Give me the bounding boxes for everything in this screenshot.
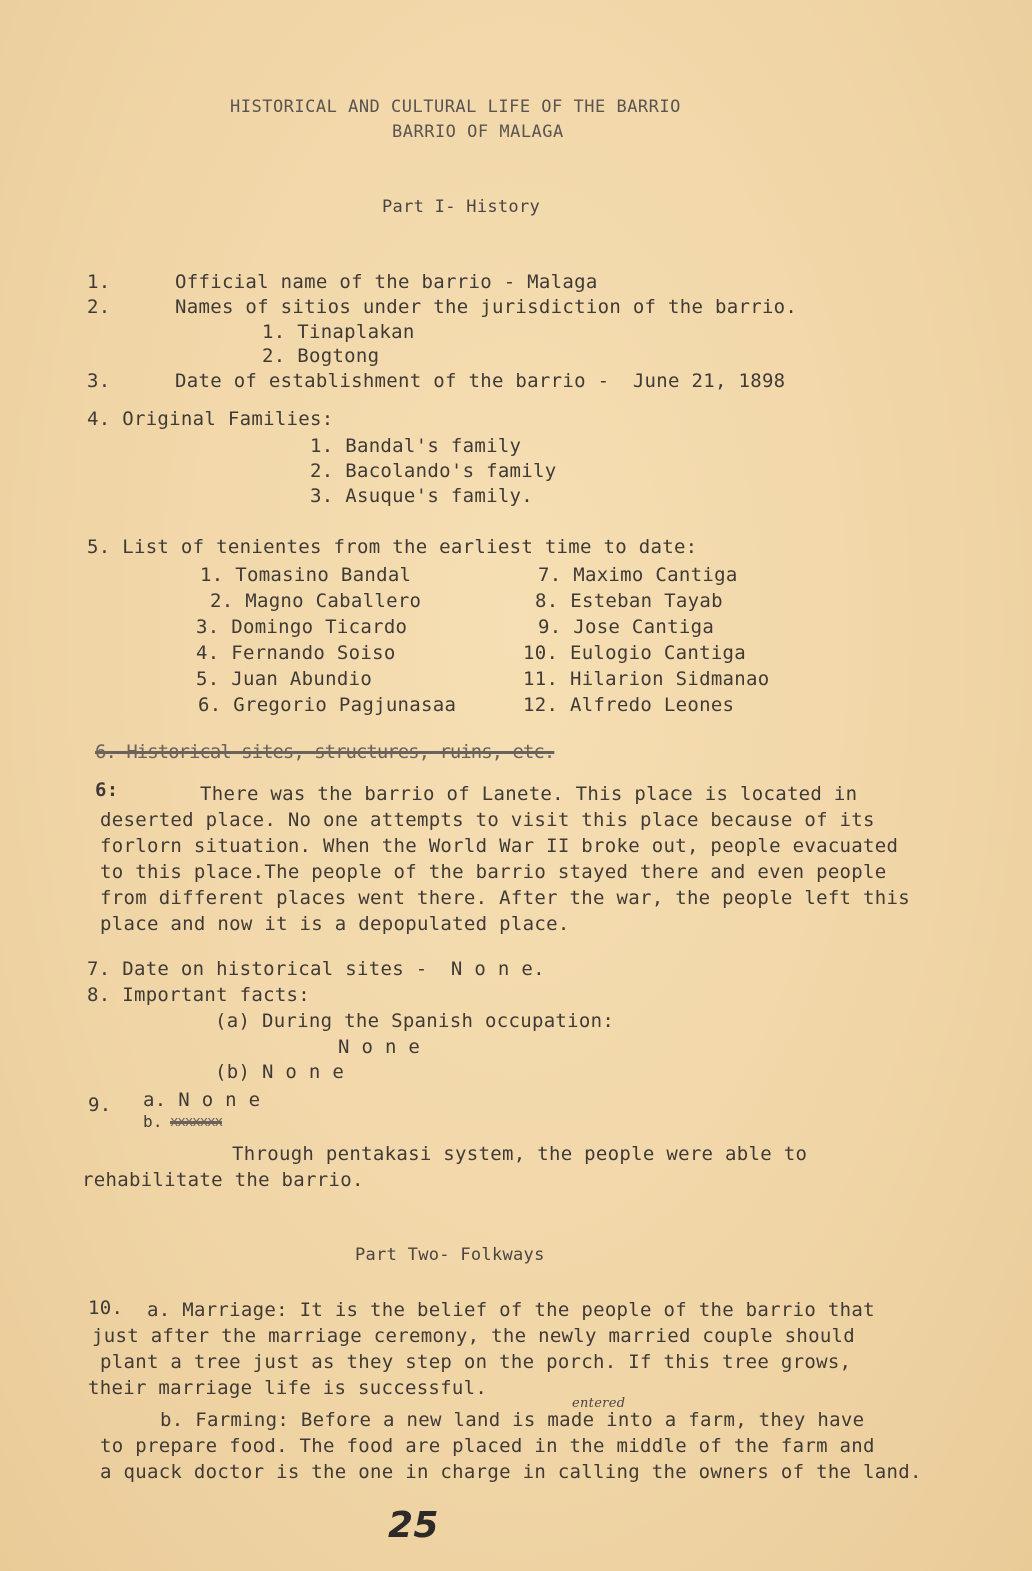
struck-heading: 6. Historical sites, structures, ruins, etc. <box>95 741 555 763</box>
paragraph-line: Through pentakasi system, the people were able to <box>232 1143 808 1165</box>
item6-number: 6: <box>95 779 119 801</box>
handwritten-correction: entered <box>572 1396 626 1411</box>
item7-text: 7. Date on historical sites - N o n e. <box>87 958 545 980</box>
item2-number: 2. <box>87 296 111 318</box>
teniente-item: 11. Hilarion Sidmanao <box>523 668 770 690</box>
item8-a-value: N o n e <box>338 1036 421 1058</box>
item1-text: Official name of the barrio - Malaga <box>175 271 598 293</box>
item8-a: (a) During the Spanish occupation: <box>215 1010 615 1032</box>
paragraph-line: plant a tree just as they step on the porch. If this tree grows, <box>100 1351 852 1373</box>
document-subtitle: BARRIO OF MALAGA <box>392 122 564 142</box>
paragraph-line: a. Marriage: It is the belief of the people of the barrio that <box>147 1299 875 1321</box>
item9-number: 9. <box>88 1094 112 1116</box>
item8-b: (b) N o n e <box>215 1061 345 1083</box>
teniente-item: 8. Esteban Tayab <box>535 590 723 612</box>
teniente-item: 6. Gregorio Pagjunasaa <box>198 694 457 716</box>
paragraph-line: forlorn situation. When the World War II broke out, people evacuated <box>100 835 899 857</box>
sitio-item: 1. Tinaplakan <box>262 321 415 343</box>
paragraph-line: deserted place. No one attempts to visit this place because of its <box>100 809 875 831</box>
paragraph-line: their marriage life is successful. <box>88 1377 488 1399</box>
paragraph-line: rehabilitate the barrio. <box>82 1169 364 1191</box>
teniente-item: 7. Maximo Cantiga <box>538 564 738 586</box>
teniente-item: 3. Domingo Ticardo <box>196 616 408 638</box>
paragraph-line: a quack doctor is the one in charge in calling the owners of the land. <box>100 1461 922 1483</box>
item5-text: 5. List of tenientes from the earliest time to date: <box>87 536 698 558</box>
item1-number: 1. <box>87 271 111 293</box>
item4-text: 4. Original Families: <box>87 408 334 430</box>
item10-number: 10. <box>88 1297 124 1319</box>
item9-a: a. N o n e <box>143 1089 261 1111</box>
item3-text: Date of establishment of the barrio - June 21, 1898 <box>175 370 786 392</box>
paragraph-line: place and now it is a depopulated place. <box>100 913 570 935</box>
part2-heading: Part Two- Folkways <box>355 1245 545 1265</box>
paragraph-line: b. Farming: Before a new land is made into a farm, they have <box>160 1409 865 1431</box>
paragraph-line: There was the barrio of Lanete. This place is located in <box>200 783 858 805</box>
item9-b-struck: xxxxxxx <box>170 1114 223 1130</box>
teniente-item: 9. Jose Cantiga <box>538 616 715 638</box>
family-item: 3. Asuque's family. <box>310 485 534 507</box>
paragraph-line: to this place.The people of the barrio stayed there and even people <box>100 861 887 883</box>
teniente-item: 2. Magno Caballero <box>210 590 422 612</box>
paragraph-line: from different places went there. After the war, the people left this <box>100 887 910 909</box>
family-item: 2. Bacolando's family <box>310 460 557 482</box>
paragraph-line: just after the marriage ceremony, the newly married couple should <box>92 1325 856 1347</box>
sitio-item: 2. Bogtong <box>262 345 380 367</box>
teniente-item: 4. Fernando Soiso <box>196 642 396 664</box>
document-title: HISTORICAL AND CULTURAL LIFE OF THE BARRIO <box>230 97 681 117</box>
teniente-item: 1. Tomasino Bandal <box>200 564 412 586</box>
paragraph-line: to prepare food. The food are placed in the middle of the farm and <box>100 1435 875 1457</box>
teniente-item: 5. Juan Abundio <box>196 668 373 690</box>
item3-number: 3. <box>87 370 111 392</box>
part1-heading: Part I- History <box>382 197 541 217</box>
page-number: 25 <box>388 1505 439 1546</box>
teniente-item: 12. Alfredo Leones <box>523 694 735 716</box>
item8-text: 8. Important facts: <box>87 984 311 1006</box>
item9-b-label: b. <box>143 1112 163 1131</box>
item2-text: Names of sitios under the jurisdiction of the barrio. <box>175 296 798 318</box>
family-item: 1. Bandal's family <box>310 435 522 457</box>
teniente-item: 10. Eulogio Cantiga <box>523 642 747 664</box>
